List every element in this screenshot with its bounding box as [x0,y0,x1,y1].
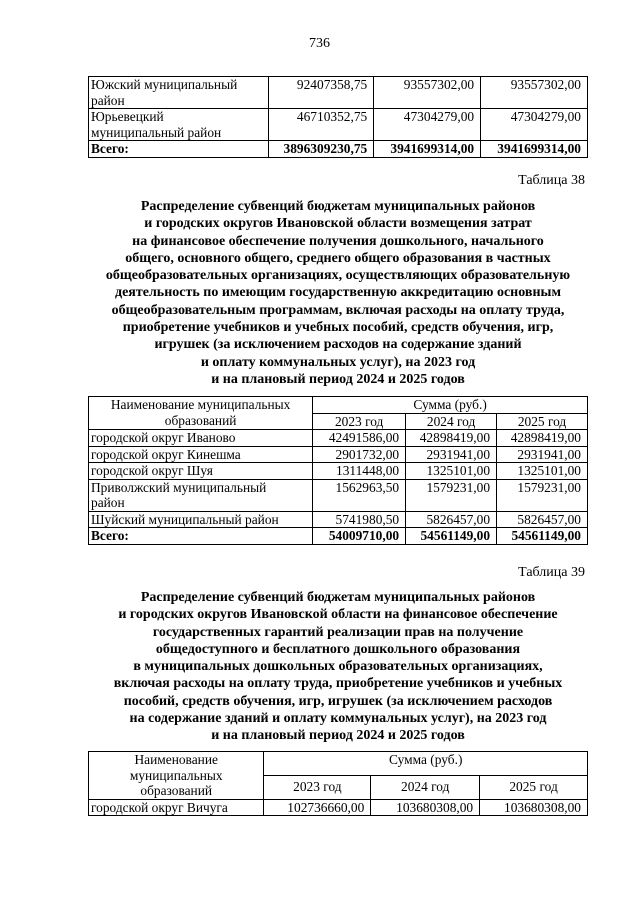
cell-2025: 47304279,00 [481,109,588,141]
row-name-line: Приволжский муниципальный [91,479,267,495]
cell-2023: 92407358,75 [269,77,374,109]
row-name [89,479,313,511]
text-line: включая расходы на оплату труда, приобретение учебников и учебных [113,676,563,692]
cell-2025: 1579231,00 [497,479,588,511]
row-name [89,463,313,480]
row-name [89,77,269,109]
text-line: на финансовое обеспечение получения дошкольного, начального [132,233,544,249]
text-line: общеобразовательных организациях, осуществляющих образовательную [105,268,571,284]
text-line: государственных гарантий реализации прав на получение [152,624,524,640]
text-line: Наименование [134,752,218,767]
table38-header-2024: 2024 год [406,413,497,430]
text-line: деятельность по имеющим государственную аккредитацию основным [114,285,561,301]
total-2025: 3941699314,00 [481,141,588,158]
text-line: в муниципальных дошкольных образовательных организациях, [133,659,543,675]
text-line: приобретение учебников и учебных пособий, средств обучения, игр, [122,320,554,336]
total-2024: 3941699314,00 [374,141,481,158]
table-row [89,77,588,109]
text-line: муниципальных [129,767,223,783]
cell-2025: 42898419,00 [497,430,588,447]
row-name-line: Шуйский муниципальный район [91,511,279,527]
row-name-line: Юрьевецкий [91,109,164,124]
table-row [89,446,588,463]
total-2023: 3896309230,75 [269,141,374,158]
cell-2024: 47304279,00 [374,109,481,141]
row-name [89,511,313,528]
cell-2024: 103680308,00 [371,799,480,816]
table-row [89,463,588,480]
row-name-line: городской округ Вичуга [91,799,228,815]
text-line: общего, основного общего, среднего общего образования в частных [125,250,551,266]
text-line: общедоступного и бесплатного дошкольного образования [155,641,521,657]
text-line: и городских округов Ивановской области на финансовое обеспечение [118,607,558,623]
text-line: и городских округов Ивановской области возмещения затрат [144,216,532,232]
row-name-line: городской округ Иваново [91,430,236,445]
table39-heading [88,589,588,745]
table38-heading [88,198,588,388]
table39-header-2025: 2025 год [480,775,588,799]
row-name-line: городской округ Шуя [91,463,213,478]
cell-2023: 1311448,00 [313,463,406,480]
cell-2024: 93557302,00 [374,77,481,109]
cell-2025: 2931941,00 [497,446,588,463]
text-line: образований [140,783,213,798]
cell-2023: 42491586,00 [313,430,406,447]
cell-2023: 46710352,75 [269,109,374,141]
row-name-line: городской округ Кинешма [91,446,241,462]
total-2025: 54561149,00 [497,528,588,545]
table39-header-sum: Сумма (руб.) [264,752,588,776]
cell-2025: 5826457,00 [497,511,588,528]
table39-body [89,799,588,816]
row-name [89,799,264,816]
cell-2024: 5826457,00 [406,511,497,528]
table-prev-body [89,77,588,158]
table-prev [88,76,588,158]
total-row [89,141,588,158]
cell-2025: 1325101,00 [497,463,588,480]
table38-body [89,430,588,545]
cell-2023: 102736660,00 [264,799,371,816]
text-line: и оплату коммунальных услуг), на 2023 год [200,354,476,370]
table-row [89,479,588,511]
table38 [88,396,588,545]
table38-header-2023: 2023 год [313,413,406,430]
table-row [89,511,588,528]
row-name-line: муниципальный район [91,124,222,140]
cell-2023: 2901732,00 [313,446,406,463]
cell-2023: 5741980,50 [313,511,406,528]
text-line: Наименование муниципальных [110,397,291,412]
row-name [89,109,269,141]
table39-header-name [89,752,264,800]
total-2024: 54561149,00 [406,528,497,545]
text-line: игрушек (за исключением расходов на содержание зданий [154,337,522,353]
total-row [89,528,588,545]
text-line: Распределение субвенций бюджетам муниципальных районов [140,199,536,214]
row-name [89,446,313,463]
table39 [88,751,588,816]
text-line: образований [164,412,237,428]
row-name [89,430,313,447]
table-row [89,430,588,447]
table38-header-sum: Сумма (руб.) [313,397,588,414]
table39-header-2024: 2024 год [371,775,480,799]
row-name-line: Южский муниципальный [91,77,238,92]
page-number: 736 [309,36,330,51]
table38-label: Таблица 38 [518,173,585,188]
cell-2024: 1579231,00 [406,479,497,511]
total-label: Всего: [89,528,313,545]
table-row [89,799,588,816]
table38-header-name [89,397,313,430]
table38-header-2025: 2025 год [497,413,588,430]
cell-2024: 1325101,00 [406,463,497,480]
text-line: пособий, средств обучения, игр, игрушек (за исключением расходов [123,693,553,709]
row-name-line: район [91,92,125,108]
row-name-line: район [91,495,125,510]
table39-header-2023: 2023 год [264,775,371,799]
cell-2025: 103680308,00 [480,799,588,816]
cell-2025: 93557302,00 [481,77,588,109]
cell-2024: 42898419,00 [406,430,497,447]
total-2023: 54009710,00 [313,528,406,545]
cell-2024: 2931941,00 [406,446,497,463]
text-line: и на плановый период 2024 и 2025 годов [211,371,465,387]
text-line: на содержание зданий и оплату коммунальных услуг), на 2023 год [129,711,547,727]
text-line: Распределение субвенций бюджетам муниципальных районов [140,590,536,605]
text-line: общеобразовательным программам, включая расходы на оплату труда, [111,302,565,318]
total-label: Всего: [89,141,269,158]
text-line: и на плановый период 2024 и 2025 годов [211,728,465,744]
table39-label: Таблица 39 [518,565,585,580]
table-row [89,109,588,141]
cell-2023: 1562963,50 [313,479,406,511]
